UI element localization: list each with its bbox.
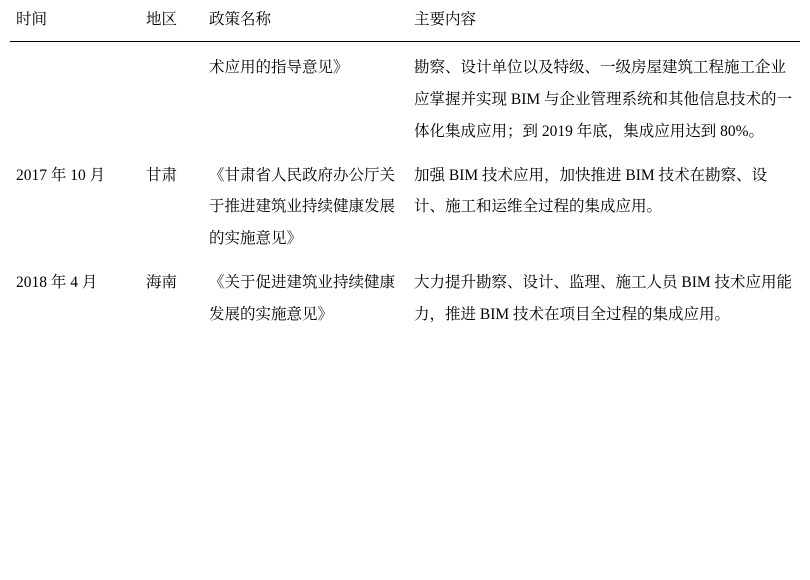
- table-row: [10, 42, 800, 154]
- column-header-region: 地区: [140, 0, 203, 42]
- table-row: [10, 154, 800, 261]
- table-header: [10, 0, 800, 42]
- cell-policy-name: 术应用的指导意见》: [209, 59, 349, 77]
- cell-region: 甘肃: [146, 166, 178, 184]
- cell-time: 2018 年 4 月: [16, 273, 98, 291]
- cell-time: [10, 42, 140, 154]
- cell-region: 海南: [146, 273, 178, 291]
- table-body: [10, 42, 800, 337]
- cell-region: [140, 42, 203, 154]
- policy-table: [10, 0, 800, 336]
- cell-policy-name: 《关于促进建筑业持续健康发展的实施意见》: [209, 273, 396, 323]
- cell-main-content: 勘察、设计单位以及特级、一级房屋建筑工程施工企业应掌握并实现 BIM 与企业管理系统和其他信息技术的一体化集成应用；到 2019 年底，集成应用达到 80%。: [414, 59, 793, 140]
- table-row: [10, 261, 800, 337]
- column-header-time: 时间: [10, 0, 140, 42]
- column-header-policy-name: 政策名称: [203, 0, 408, 42]
- cell-main-content: 加强 BIM 技术应用，加快推进 BIM 技术在勘察、设计、施工和运维全过程的集成应用。: [414, 166, 768, 216]
- cell-time: 2017 年 10 月: [16, 166, 106, 184]
- cell-policy-name: 《甘肃省人民政府办公厅关于推进建筑业持续健康发展的实施意见》: [209, 166, 396, 248]
- table-header-row: [10, 0, 800, 42]
- column-header-main-content: 主要内容: [408, 0, 800, 42]
- cell-main-content: 大力提升勘察、设计、监理、施工人员 BIM 技术应用能力，推进 BIM 技术在项目全过程的集成应用。: [414, 273, 793, 323]
